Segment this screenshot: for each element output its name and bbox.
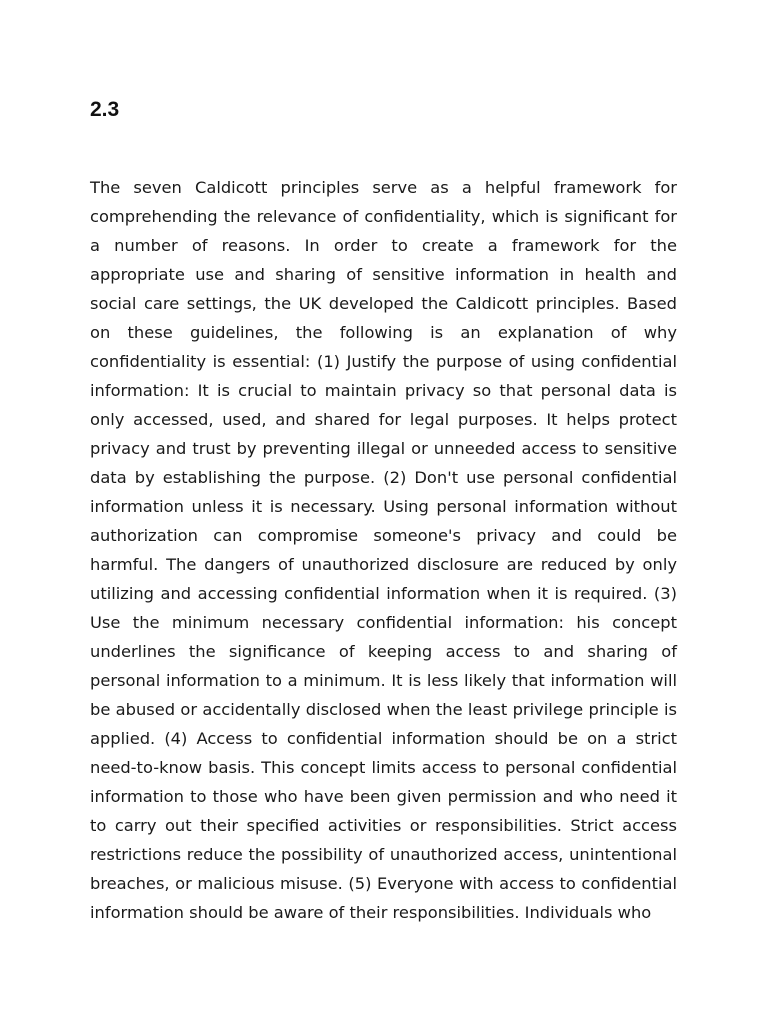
- body-paragraph: The seven Caldicott principles serve as a helpful framework for comprehending the relevance of confidentiality, which is significant for a number of reasons. In order to create a framework for the appropriate use and sharing of sensitive information in health and social care settings, the UK developed the Caldicott principles. Based on these guidelines, the following is an explanation of why confidentiality is essential: (1) Justify the purpose of using confidential information: It is crucial to maintain privacy so that personal data is only accessed, used, and shared for legal purposes. It helps protect privacy and trust by preventing illegal or unneeded access to sensitive data by establishing the purpose. (2) Don't use personal confidential information unless it is necessary. Using personal information without authorization can compromise someone's privacy and could be harmful. The dangers of unauthorized disclosure are reduced by only utilizing and accessing confidential information when it is required. (3) Use the minimum necessary confidential information: his concept underlines the significance of keeping access to and sharing of personal information to a minimum. It is less likely that information will be abused or accidentally disclosed when the least privilege principle is applied. (4) Access to confidential information should be on a strict need-to-know basis. This concept limits access to personal confidential information to those who have been given permission and who need it to carry out their specified activities or responsibilities. Strict access restrictions reduce the possibility of unauthorized access, unintentional breaches, or malicious misuse. (5) Everyone with access to confidential information should be aware of their responsibilities. Individuals who: [90, 178, 677, 922]
- section-heading: 2.3: [90, 98, 120, 121]
